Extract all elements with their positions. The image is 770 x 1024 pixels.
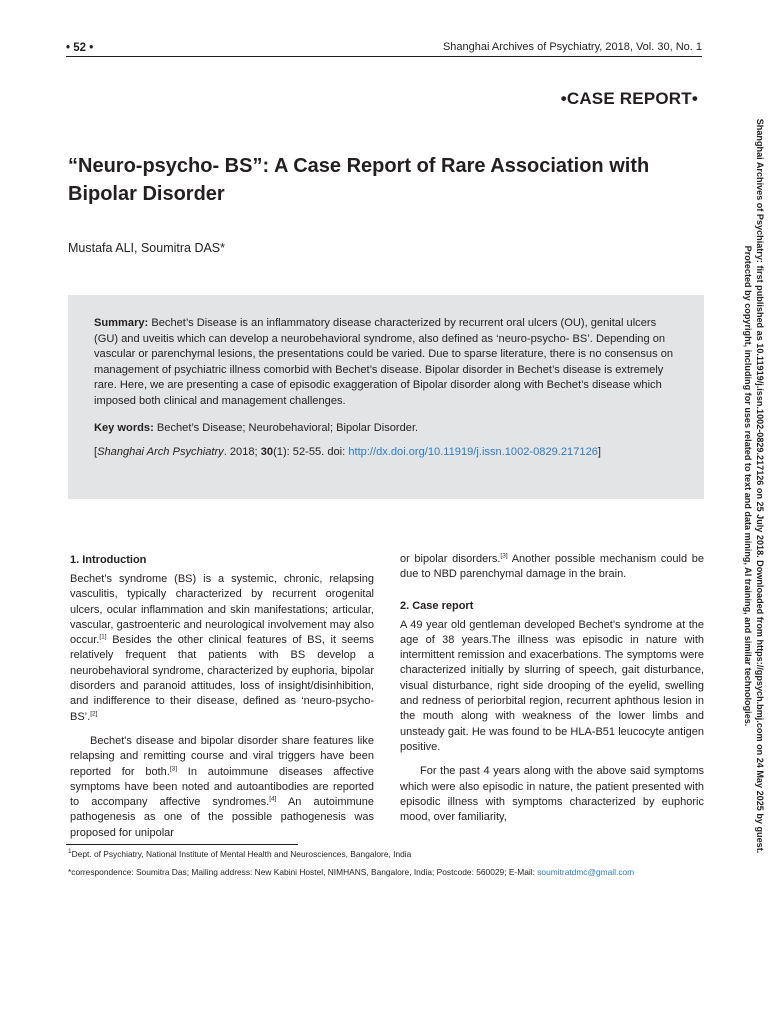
author-list: Mustafa ALI, Soumitra DAS* xyxy=(68,241,226,255)
keywords-paragraph xyxy=(94,421,678,437)
citation-line xyxy=(94,445,678,461)
side-notice-text xyxy=(742,96,765,876)
summary-label: Summary: xyxy=(94,317,149,329)
footnote-rule xyxy=(66,844,298,845)
correspondence-email-link[interactable]: soumitratdmc@gmail.com xyxy=(537,867,635,877)
intro-p1-text-b: Besides the other clinical features of BS, it seems relatively frequent that patients with BS develop a neurobehavioral syndrome, characterized by euphoria, bipolar disorders and paranoid attitudes, loss of insight/disinhibition, and indifference to their disease, defined as ‘neuro-psycho-BS’. xyxy=(70,634,374,723)
case-report-paragraph-1: A 49 year old gentleman developed Bechet’s syndrome at the age of 38 years.The illness was episodic in nature with intermittent remission and exacerbations. The symptoms were characterized initially by slurring of speech, gait disturbance, visual disturbance, right side drooping of the eyelid, swelling and redness of periorbital region, recurrent aphthous lesion in the mouth along with weakness of the lower limbs and unsteady gait. He was found to be HLA-B51 leucocyte antigen positive. xyxy=(400,618,704,753)
intro-p2-text-a: Bechet's disease and bipolar disorder share features like relapsing and remitting course and viral triggers have been reported for both. xyxy=(70,734,374,778)
citation-journal: Shanghai Arch Psychiatry xyxy=(97,446,224,459)
citation-pages: (1): 52-55. doi: xyxy=(273,446,349,459)
section-gap xyxy=(400,583,704,598)
page-number: • 52 • xyxy=(66,42,94,54)
side-copyright-notice xyxy=(745,96,765,876)
summary-paragraph xyxy=(94,316,678,410)
article-title: “Neuro-psycho- BS”: A Case Report of Rare Association with Bipolar Disorder xyxy=(68,155,650,205)
introduction-continuation xyxy=(400,552,704,583)
case-report-paragraph-2: For the past 4 years along with the above said symptoms which were also episodic in nature, the patient presented with episodic illness with symptoms characterized by euphoric mood, over familiarity, xyxy=(400,765,704,824)
header-rule xyxy=(66,56,702,57)
side-notice-line-1: Shanghai Archives of Psychiatry: first published as 10.11919/j.issn.1002-0829.217126 on 25 July 2018. Downloaded from https://gpsych.bmj.com on 24 May 2025 by guest. xyxy=(755,118,765,854)
reference-4[interactable]: [4] xyxy=(269,795,277,803)
summary-content xyxy=(94,316,678,461)
introduction-heading: 1. Introduction xyxy=(70,554,147,566)
affiliation-mark: 1 xyxy=(68,848,72,856)
right-column xyxy=(400,552,704,825)
reference-3[interactable]: [3] xyxy=(169,764,178,772)
reference-1[interactable]: [1] xyxy=(99,633,107,641)
intro-cont-text-a: or bipolar disorders. xyxy=(400,553,501,565)
case-report-heading: 2. Case report xyxy=(400,599,474,612)
intro-p2-text-b: In autoimmune diseases affective symptoms have been noted and autoantibodies are reported to accompany affective syndromes. xyxy=(70,765,374,809)
introduction-paragraph-2 xyxy=(70,734,374,841)
intro-p1-text-a: Bechet’s syndrome (BS) is a systemic, chronic, relapsing vasculitis, typically characterized by recurrent orogenital ulcers, ocular inflammation and skin manifestations; articular, vascular, gastroenteric and neurological involvement may also occur. xyxy=(70,573,374,647)
citation-year: . 2018; xyxy=(223,446,261,459)
citation-bracket-open: [ xyxy=(94,446,98,459)
reference-3-repeat[interactable]: [3] xyxy=(500,552,508,560)
doi-link[interactable]: http://dx.doi.org/10.11919/j.issn.1002-0829.217126 xyxy=(348,446,598,459)
affiliation-footnote xyxy=(68,849,411,859)
reference-2[interactable]: [2] xyxy=(90,710,98,718)
correspondence-footnote xyxy=(68,867,634,877)
intro-cont-text-b: Another possible mechanism could be due to NBD parenchymal damage in the brain. xyxy=(400,553,704,581)
summary-text: Bechet’s Disease is an inflammatory disease characterized by recurrent oral ulcers (OU), genital ulcers (GU) and uveitis which can develop a neurobehavioral syndrome, also defined as ‘neuro-psycho- BS’. Depending on vascular or parenchymal lesions, the presentations could be varied. Due to sparse literature, there is no consensus on management of psychiatric illness comorbid with Bechet’s disease. Bipolar disorder in Bechet’s disease is extremely rare. Here, we are presenting a case of episodic exaggeration of Bipolar disorder along with Bechet’s disease which imposed both clinical and management challenges. xyxy=(94,317,674,407)
journal-header: Shanghai Archives of Psychiatry, 2018, Vol. 30, No. 1 xyxy=(442,41,702,53)
introduction-paragraph-1 xyxy=(70,572,374,725)
citation-bracket-close: ] xyxy=(597,446,601,459)
citation-volume: 30 xyxy=(260,446,274,459)
intro-p2-text-c: An autoimmune pathogenesis as one of the possible pathogenesis was proposed for unipolar xyxy=(70,796,374,839)
keywords-label: Key words: xyxy=(94,421,154,434)
correspondence-text: *correspondence: Soumitra Das; Mailing address: New Kabini Hostel, NIMHANS, Bangalore, India; Postcode: 560029; E-Mail: xyxy=(68,867,538,877)
side-notice-line-2: Protected by copyright, including for uses related to text and data mining, AI training, and similar technologies. xyxy=(743,245,754,727)
left-column xyxy=(70,552,374,841)
summary-box xyxy=(68,295,704,499)
keywords-text: Bechet’s Disease; Neurobehavioral; Bipolar Disorder. xyxy=(153,421,419,434)
article-type-label: •CASE REPORT• xyxy=(560,89,698,108)
affiliation-text: Dept. of Psychiatry, National Institute of Mental Health and Neurosciences, Bangalore, India xyxy=(71,849,412,859)
